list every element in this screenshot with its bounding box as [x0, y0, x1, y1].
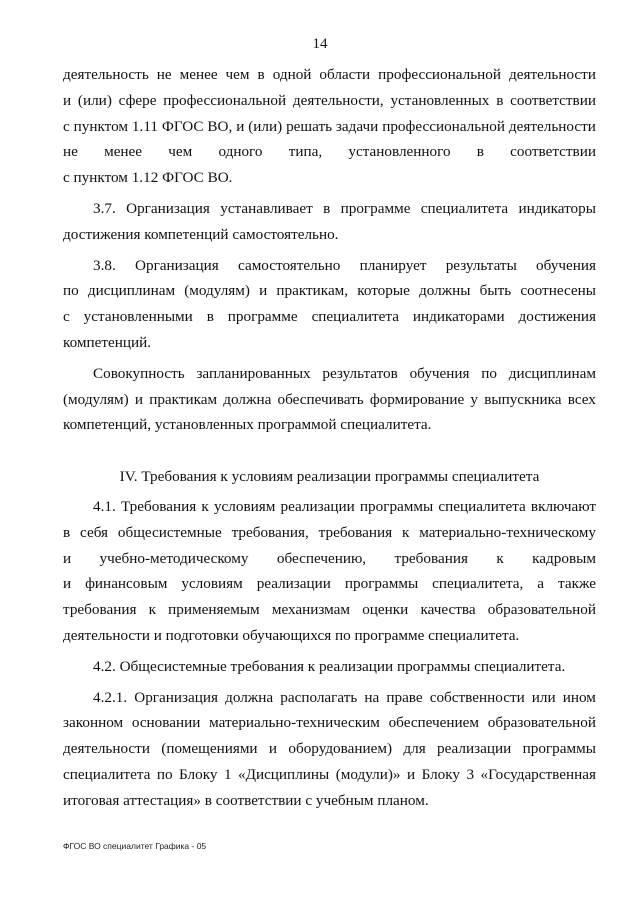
section-heading: IV. Требования к условиям реализации программы специалитета — [119, 468, 540, 486]
word: в — [63, 523, 71, 541]
word: к — [148, 601, 156, 619]
word: 4.2. Общесистемные требования к реализации программы специалитета. — [93, 657, 566, 675]
word: и — [406, 765, 416, 783]
word: к — [496, 549, 504, 567]
page-number: 14 — [312, 36, 328, 52]
text-line — [63, 361, 596, 387]
word: не — [156, 66, 172, 83]
word: результатов — [322, 364, 398, 382]
word: праве — [386, 688, 423, 706]
word: (помещениями — [161, 740, 258, 758]
word: требования, — [231, 523, 309, 541]
word: которые — [357, 282, 410, 300]
word: и — [259, 282, 268, 300]
word: и — [63, 575, 72, 593]
text-line — [63, 685, 596, 711]
text-line — [63, 546, 596, 572]
word: соответствии — [510, 91, 596, 109]
word: обеспечению, — [276, 549, 367, 567]
word: располагать — [280, 688, 358, 706]
word: обеспечением — [388, 714, 480, 732]
word: деятельности — [509, 66, 596, 83]
word: пунктом — [73, 117, 129, 135]
word: или — [531, 688, 556, 706]
word: Организация — [126, 199, 210, 217]
word: задачи — [335, 117, 379, 135]
word: учебно-методическому — [99, 549, 249, 567]
text-line — [63, 520, 596, 546]
word: «Дисциплины — [237, 765, 330, 783]
word: всех — [567, 390, 596, 408]
word: также — [558, 575, 596, 593]
word: сфере — [118, 91, 157, 109]
word: собственности — [429, 688, 525, 706]
word: должна — [225, 688, 274, 706]
word: области — [319, 66, 371, 83]
word: материально-техническому — [419, 523, 596, 541]
word: программе — [340, 199, 411, 217]
word: Требования — [120, 497, 197, 515]
word: по — [63, 282, 79, 300]
word: и — [134, 390, 144, 408]
word: программы — [344, 575, 419, 593]
word: 4.1. — [93, 497, 116, 515]
word: качества — [420, 601, 476, 619]
word: и — [63, 91, 72, 109]
text-line — [63, 762, 596, 788]
word: с — [63, 308, 70, 326]
word: профессиональной — [163, 91, 287, 109]
word: деятельности и подготовки обучающихся по программе специалитета. — [63, 626, 520, 644]
paragraph — [63, 494, 596, 649]
document-body — [63, 62, 596, 814]
section-3-text — [63, 62, 596, 438]
word: требования — [394, 549, 468, 567]
word: решать — [286, 117, 333, 135]
text-line — [63, 387, 596, 413]
word: общесистемные — [117, 523, 222, 541]
word: образовательной — [487, 601, 596, 619]
word: установленными — [83, 308, 193, 326]
word: (модулям) — [184, 282, 250, 300]
text-line — [63, 571, 596, 597]
word: типа, — [288, 143, 323, 161]
word: индикаторами — [412, 308, 505, 326]
paragraph — [63, 62, 596, 191]
word: чем — [225, 66, 250, 83]
text-line — [63, 196, 596, 222]
word: дисциплинам — [508, 364, 596, 382]
text-line — [63, 788, 596, 814]
word: выпускника — [484, 390, 562, 408]
word: не — [63, 143, 78, 161]
text-line — [63, 278, 596, 304]
word: итоговая аттестация» в соответствии с учебным планом. — [63, 791, 429, 809]
word: ином — [562, 688, 596, 706]
text-line — [63, 253, 596, 279]
word: 3.7. — [93, 199, 116, 217]
word: механизмам — [271, 601, 351, 619]
word: а — [537, 575, 545, 593]
word: 4.2.1. — [93, 688, 128, 706]
word: в — [206, 308, 214, 326]
word: менее — [104, 143, 143, 161]
word: требования — [63, 601, 137, 619]
word: Блоку — [179, 765, 218, 783]
word: достижения — [518, 308, 596, 326]
word: результаты — [445, 256, 517, 274]
word: соответствии — [510, 143, 596, 161]
word: соотнесены — [520, 282, 596, 300]
text-line — [63, 62, 596, 88]
word: по — [481, 364, 498, 382]
word: 3.8. — [93, 256, 116, 274]
word: Совокупность — [93, 364, 185, 382]
paragraph — [63, 654, 596, 680]
word: запланированных — [196, 364, 311, 382]
word: обучения — [409, 364, 470, 382]
word: реализации — [437, 740, 512, 758]
word: установленных — [390, 91, 490, 109]
word: 3 — [466, 765, 475, 783]
word: индикаторы — [518, 199, 596, 217]
word: должны — [418, 282, 471, 300]
word: специалитета — [438, 497, 526, 515]
word: требования — [318, 523, 393, 541]
word: себя — [80, 523, 109, 541]
section-gap — [63, 438, 596, 464]
word: самостоятельно — [238, 256, 341, 274]
word: кадровым — [532, 549, 596, 567]
word: планирует — [359, 256, 427, 274]
word: (или) — [248, 117, 283, 135]
word: (или) — [77, 91, 112, 109]
word: деятельности, — [292, 91, 384, 109]
word: 1.11 — [131, 117, 158, 135]
word: включают — [530, 497, 596, 515]
word: деятельности — [63, 740, 150, 758]
word: у — [470, 390, 479, 408]
word: дисциплинам — [87, 282, 176, 300]
word: и — [268, 740, 278, 758]
paragraph — [63, 685, 596, 814]
paragraph — [63, 361, 596, 438]
paragraph — [63, 196, 596, 248]
text-line — [63, 654, 596, 680]
word: для — [403, 740, 426, 758]
paragraph — [63, 253, 596, 356]
word: «Государственная — [480, 765, 596, 783]
word: и — [236, 117, 245, 135]
word: одного — [218, 143, 263, 161]
word: условиям — [213, 497, 276, 515]
word: основании — [131, 714, 201, 732]
text-line — [63, 165, 596, 191]
word: к — [401, 523, 410, 541]
word: к — [201, 497, 209, 515]
word: с — [63, 117, 70, 135]
word: Организация — [134, 688, 219, 706]
word: в — [323, 199, 331, 217]
word: программы — [359, 497, 434, 515]
word: на — [364, 688, 380, 706]
word: специалитета — [420, 199, 509, 217]
word: формирование — [369, 390, 465, 408]
word: в — [476, 143, 484, 161]
word: в — [496, 91, 504, 109]
word: обучения — [536, 256, 596, 274]
word: профессиональной — [378, 66, 502, 83]
word: (модули)» — [335, 765, 401, 783]
word: в — [257, 66, 265, 83]
word: практикам, — [276, 282, 349, 300]
text-line — [63, 623, 596, 649]
word: оценки — [362, 601, 409, 619]
word: материально-техническим — [209, 714, 380, 732]
word: по — [156, 765, 173, 783]
word: деятельность — [63, 66, 149, 83]
word: программе — [227, 308, 298, 326]
word: реализации — [280, 497, 355, 515]
text-line — [63, 736, 596, 762]
word: деятельности — [508, 117, 596, 135]
text-line — [63, 330, 596, 356]
word: оборудованием) — [288, 740, 393, 758]
word: должна — [223, 390, 272, 408]
word: компетенций, установленных программой специалитета. — [63, 416, 432, 434]
word: профессиональной — [382, 117, 506, 135]
text-line — [63, 139, 596, 165]
text-line — [63, 222, 596, 248]
word: применяемым — [168, 601, 260, 619]
word: Организация — [135, 256, 219, 274]
word: установленного — [348, 143, 451, 161]
word: менее — [179, 66, 218, 83]
word: ФГОС — [161, 117, 204, 135]
word: образовательной — [487, 714, 596, 732]
word: компетенций. — [63, 333, 152, 351]
word: обеспечивать — [277, 390, 364, 408]
word: программы — [522, 740, 596, 758]
word: специалитета — [311, 308, 399, 326]
word: с пунктом 1.12 ФГОС ВО. — [63, 169, 233, 187]
word: Блоку — [421, 765, 461, 783]
text-line — [63, 412, 596, 438]
word: ВО, — [207, 117, 233, 135]
word: специалитета, — [432, 575, 524, 593]
word: (модулям) — [63, 390, 129, 408]
word: достижения компетенций самостоятельно. — [63, 225, 339, 243]
text-line — [63, 494, 596, 520]
word: законном — [63, 714, 124, 732]
text-line — [63, 304, 596, 330]
text-line — [63, 114, 596, 140]
text-line — [63, 88, 596, 114]
word: 1 — [223, 765, 232, 783]
word: и — [63, 549, 72, 567]
document-footer: ФГОС ВО специалитет Графика - 05 — [63, 841, 207, 851]
word: устанавливает — [220, 199, 313, 217]
word: реализации — [256, 575, 331, 593]
word: чем — [168, 143, 193, 161]
section-4-text — [63, 494, 596, 814]
text-line — [63, 710, 596, 736]
word: быть — [479, 282, 512, 300]
text-line — [63, 597, 596, 623]
word: условиям — [181, 575, 243, 593]
word: одной — [272, 66, 312, 83]
word: практикам — [149, 390, 218, 408]
word: финансовым — [85, 575, 168, 593]
word: специалитета — [63, 765, 151, 783]
